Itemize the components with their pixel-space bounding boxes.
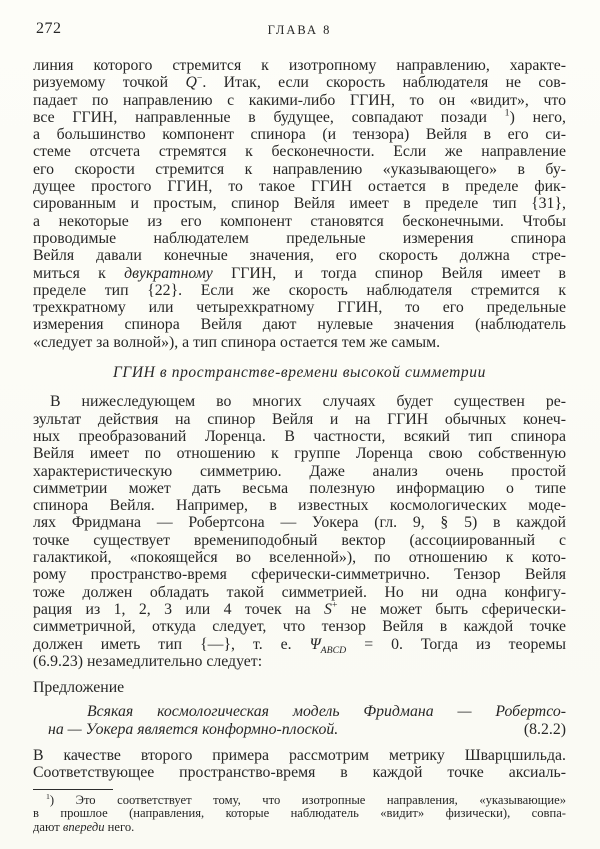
- text-line: $^1$) Это соответствует тому, что изотропные направления, «указывающие»: [46, 791, 566, 807]
- text-line: симметричной, откуда следует, что тензор Вейля в каждой точке: [33, 618, 566, 636]
- proposition-block: [48, 703, 566, 738]
- text-line: а большинство компонент спинора (и тензора) Вейля в его си-: [33, 126, 566, 144]
- proposition-line-2-text: на — Уокера является конформно-плоской.: [48, 720, 339, 738]
- text-line: точке существует времениподобный вектор (ассоциированный с: [33, 531, 566, 549]
- proposition-line-1: Всякая космологическая модель Фридмана — Робертсо-: [87, 703, 566, 721]
- text-line: его скорости стремится к направлению «указывающего» в бу-: [33, 160, 566, 178]
- text-line: сированным и простым, спинор Вейля имеет в пределе тип {31},: [33, 195, 566, 213]
- text-line: падает по направлению с какими-либо ГГИН, то он «видит», что: [33, 91, 566, 109]
- running-head: [33, 20, 566, 37]
- text-line: в прошлое (направления, которые наблюдатель «видит» физически), совпа-: [33, 806, 566, 821]
- paragraph-symmetry: [33, 393, 566, 670]
- text-line: а некоторые из его компонент становятся бесконечными. Чтобы: [33, 212, 566, 230]
- paragraph-schwarzschild: [33, 747, 566, 782]
- text-line: дают впереди него.: [33, 819, 135, 834]
- proposition-label: Предложение: [33, 679, 125, 697]
- text-line: линия которого стремится к изотропному направлению, характе-: [33, 57, 566, 74]
- text-line: ных преобразований Лоренца. В частности, всякий тип спинора: [33, 427, 566, 445]
- text-line: все ГГИН, направленные в будущее, совпадают позади $^1$) него,: [33, 107, 566, 126]
- chapter-title: ГЛАВА 8: [267, 23, 332, 37]
- text-line: ризуемому точкой Q−. Итак, если скорость наблюдателя не сов-: [33, 73, 566, 92]
- text-line: лях Фридмана — Робертсона — Уокера (гл. 9, § 5) в каждой: [33, 514, 566, 532]
- footnote: [33, 791, 566, 835]
- text-line: проводимые наблюдателем предельные измерения спинора: [33, 229, 566, 247]
- text-line: стеме отсчета стремятся к бесконечности. Если же направление: [33, 143, 566, 161]
- text-line: спинора Вейля. Например, в известных космологических моде-: [33, 497, 566, 515]
- proposition-line-2: [48, 721, 566, 738]
- text-line: рому пространство-время сферически-симметрично. Тензор Вейля: [33, 566, 566, 584]
- page-number: 272: [36, 20, 62, 37]
- text-line: В нижеследующем во многих случаях будет существен ре-: [50, 393, 566, 411]
- text-line: рация из 1, 2, 3 или 4 точек на S+ не может быть сферически-: [33, 599, 567, 618]
- text-line: зультат действия на спинор Вейля и на ГГИН обычных конеч-: [33, 410, 566, 428]
- text-line: Вейля давали конечные значения, его скорость должна стре-: [33, 247, 566, 265]
- text-line: «следует за волной»), а тип спинора остается тем же самым.: [33, 333, 441, 351]
- text-line: галактикой, «покоящейся во вселенной»), по отношению к кото-: [33, 549, 566, 567]
- equation-number: (8.2.2): [523, 720, 566, 738]
- text-line: миться к двукратному ГГИН, и тогда спинор Вейля имеет в: [33, 264, 566, 282]
- text-line: Вейля имеет по отношению к группе Лоренца свою собственную: [33, 445, 566, 463]
- paragraph-main-text: [33, 57, 566, 351]
- text-line: тоже должен обладать такой симметрией. Но ни одна конфигу-: [33, 583, 566, 601]
- text-line: (6.9.23) незамедлительно следует:: [33, 652, 263, 670]
- text-line: трехкратному или четырехкратному ГГИН, то его предельные: [33, 299, 566, 317]
- text-line: характеристическую симметрию. Даже анализ очень простой: [33, 462, 566, 480]
- text-line: симметрии может дать весьма полезную информацию о типе: [33, 479, 566, 497]
- text-line: дущее простого ГГИН, то такое ГГИН остается в пределе фик-: [33, 178, 566, 196]
- text-line: Соответствующее пространство-время в каждой точке аксиаль-: [33, 764, 566, 782]
- text-line: измерения спинора Вейля дают нулевые значения (наблюдатель: [33, 316, 566, 334]
- text-line: пределе тип {22}. Если же скорость наблюдателя стремится к: [33, 281, 566, 299]
- text-line: должен иметь тип {—}, т. е. $\Psi_{ABCD} = 0$. Тогда из теоремы: [33, 635, 566, 656]
- text-line: В качестве второго примера рассмотрим метрику Шварцшильда.: [33, 746, 566, 764]
- footnote-separator-rule: [33, 789, 113, 790]
- section-heading: ГГИН в пространстве-времени высокой симметрии: [113, 364, 486, 382]
